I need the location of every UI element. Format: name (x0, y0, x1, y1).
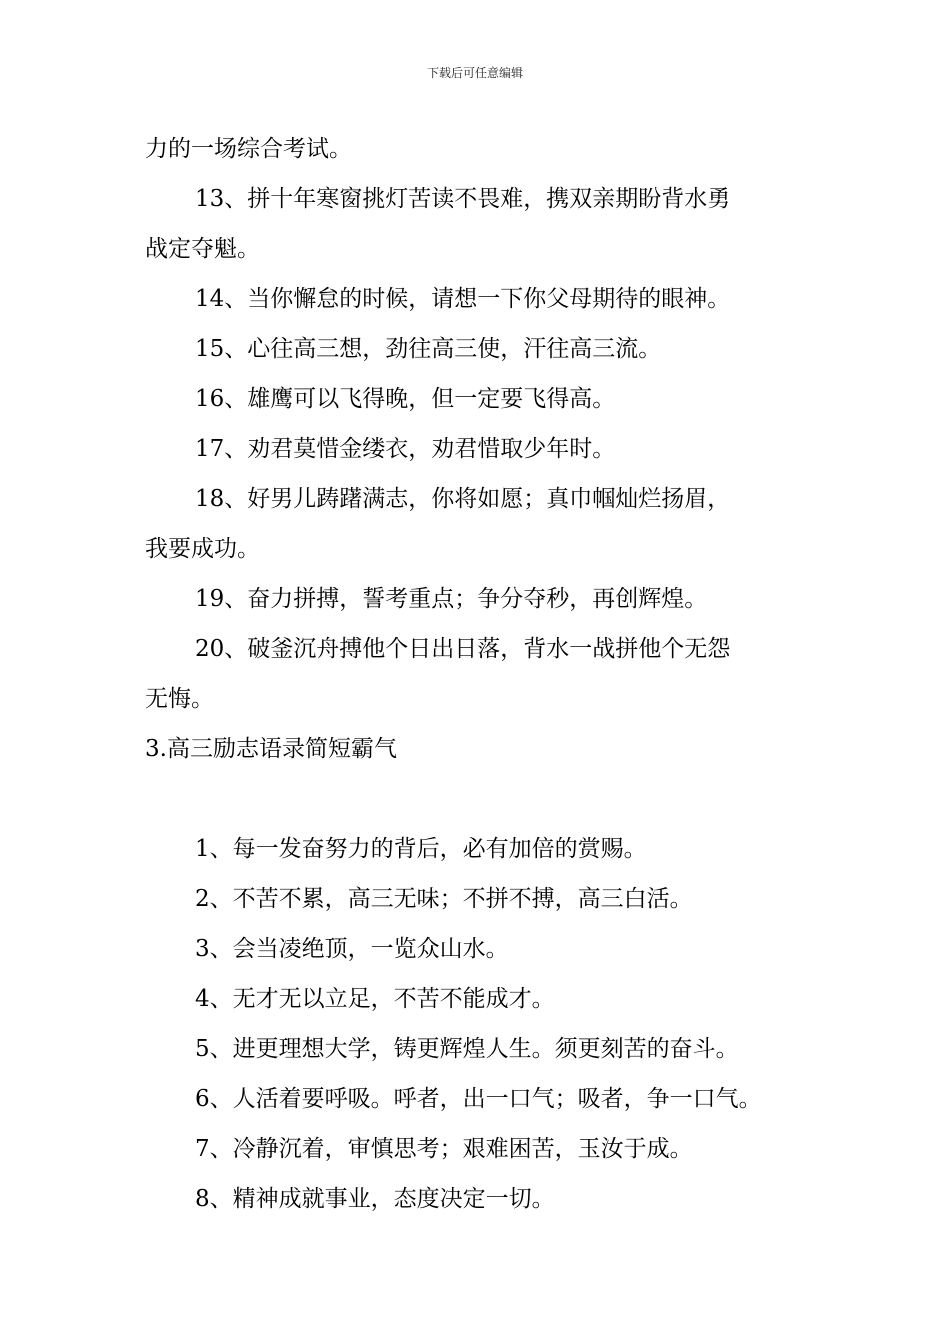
text-line: 15、心往高三想，劲往高三使，汗往高三流。 (195, 336, 662, 362)
text-line: 力的一场综合考试。 (145, 136, 352, 162)
text-line: 6、人活着要呼吸。呼者，出一口气；吸者，争一口气。 (195, 1086, 762, 1112)
text-line: 2、不苦不累，高三无味；不拼不搏，高三白活。 (195, 886, 693, 912)
text-line: 18、好男儿踌躇满志，你将如愿；真巾帼灿烂扬眉， (195, 486, 731, 512)
text-line: 3、会当凌绝顶，一览众山水。 (195, 936, 509, 962)
text-line: 5、进更理想大学，铸更辉煌人生。须更刻苦的奋斗。 (195, 1036, 739, 1062)
text-line: 14、当你懈怠的时候，请想一下你父母期待的眼神。 (195, 286, 731, 312)
section-heading: 3.高三励志语录简短霸气 (145, 736, 397, 762)
text-line: 13、拼十年寒窗挑灯苦读不畏难，携双亲期盼背水勇 (195, 186, 731, 212)
text-line: 16、雄鹰可以飞得晚，但一定要飞得高。 (195, 386, 616, 412)
text-line: 4、无才无以立足，不苦不能成才。 (195, 986, 555, 1012)
text-line: 8、精神成就事业，态度决定一切。 (195, 1186, 555, 1212)
text-line: 7、冷静沉着，审慎思考；艰难困苦，玉汝于成。 (195, 1136, 693, 1162)
text-line: 20、破釜沉舟搏他个日出日落，背水一战拼他个无怨 (195, 636, 731, 662)
section-spacer (145, 774, 815, 824)
text-line: 1、每一发奋努力的背后，必有加倍的赏赐。 (195, 836, 647, 862)
text-line: 我要成功。 (145, 536, 260, 562)
page-header: 下载后可任意编辑 (426, 66, 523, 80)
text-line: 19、奋力拼搏，誓考重点；争分夺秒，再创辉煌。 (195, 586, 708, 612)
text-line: 无悔。 (145, 686, 214, 712)
text-line: 战定夺魁。 (145, 236, 260, 262)
paragraph-group-2 (145, 824, 815, 1224)
document-body (145, 124, 815, 1224)
paragraph-group-1 (145, 124, 815, 724)
text-line: 17、劝君莫惜金缕衣，劝君惜取少年时。 (195, 436, 616, 462)
